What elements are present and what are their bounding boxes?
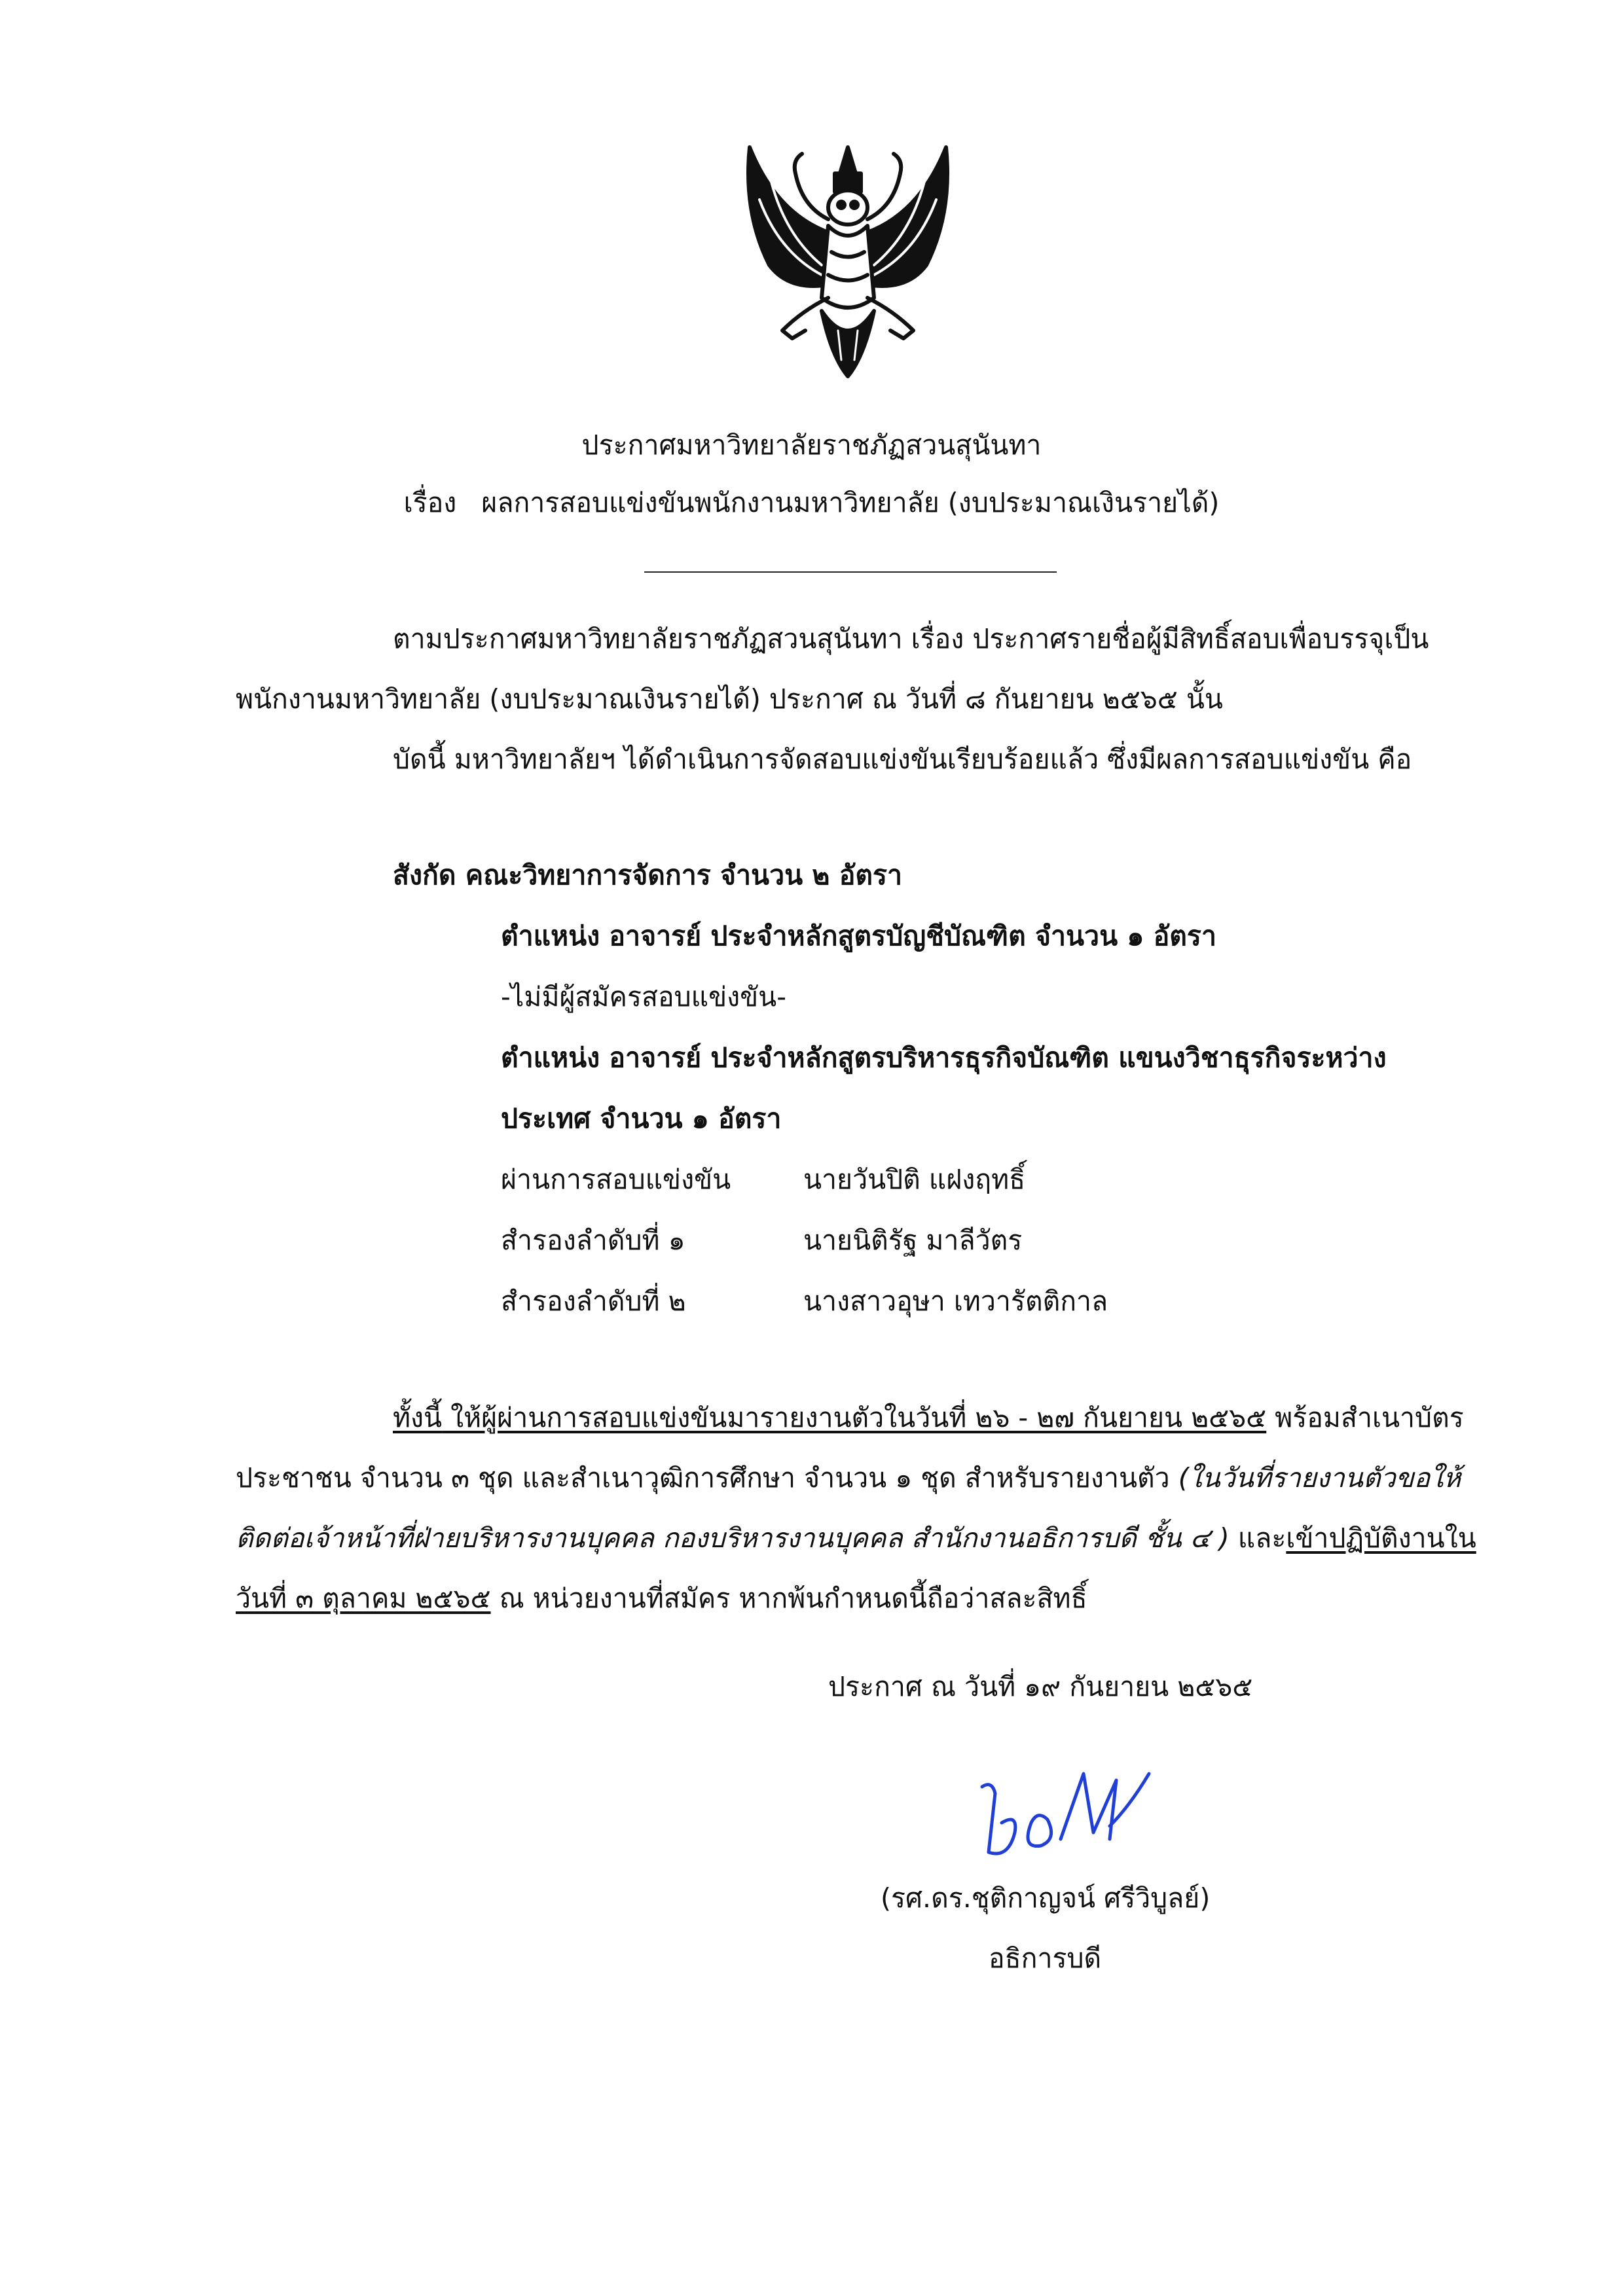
signer-title: อธิการบดี <box>989 1943 1102 1974</box>
result-label: สำรองลำดับที่ ๒ <box>501 1285 686 1317</box>
result-label: ผ่านการสอบแข่งขัน <box>501 1164 731 1195</box>
announce-date: ประกาศ ณ วันที่ ๑๙ กันยายน ๒๕๖๕ <box>828 1671 1253 1702</box>
result-name: นายนิติรัฐ มาลีวัตร <box>803 1225 1023 1256</box>
position-1-note: -ไม่มีผู้สมัครสอบแข่งขัน- <box>501 981 786 1013</box>
position-2-line-1: ตำแหน่ง อาจารย์ ประจำหลักสูตรบริหารธุรกิจบัณฑิต แขนงวิชาธุรกิจระหว่าง <box>501 1042 1387 1073</box>
subject-text: ผลการสอบแข่งขันพนักงานมหาวิทยาลัย (งบประมาณเงินรายได้) <box>481 487 1220 518</box>
signer-name: (รศ.ดร.ชุติกาญจน์ ศรีวิบูลย์) <box>881 1882 1211 1914</box>
announcement-title: ประกาศมหาวิทยาลัยราชภัฏสวนสุนันทา <box>581 429 1042 461</box>
result-name: นายวันปิติ แฝงฤทธิ์ <box>803 1164 1026 1195</box>
closing-line-2: ประชาชน จำนวน ๓ ชุด และสำเนาวุฒิการศึกษา จำนวน ๑ ชุด สำหรับรายงานตัว (ในวันที่รายงานตัวขอให้ <box>236 1462 1461 1494</box>
closing-line-4: วันที่ ๓ ตุลาคม ๒๕๖๕ ณ หน่วยงานที่สมัคร หากพ้นกำหนดนี้ถือว่าสละสิทธิ์ <box>236 1583 1087 1614</box>
signature-image <box>969 1761 1159 1878</box>
title-divider <box>644 571 1057 573</box>
result-row <box>501 1280 686 1323</box>
unit-heading: สังกัด คณะวิทยาการจัดการ จำนวน ๒ อัตรา <box>393 859 902 891</box>
intro-line-2: พนักงานมหาวิทยาลัย (งบประมาณเงินรายได้) ประกาศ ณ วันที่ ๘ กันยายน ๒๕๖๕ นั้น <box>236 683 1223 715</box>
result-row <box>501 1158 731 1201</box>
intro-line-3: บัดนี้ มหาวิทยาลัยฯ ได้ดำเนินการจัดสอบแข่งขันเรียบร้อยแล้ว ซึ่งมีผลการสอบแข่งขัน คือ <box>393 744 1412 775</box>
result-name: นางสาวอุษา เทวารัตติกาล <box>803 1285 1108 1317</box>
closing-line-3: ติดต่อเจ้าหน้าที่ฝ่ายบริหารงานบุคคล กองบริหารงานบุคคล สำนักงานอธิการบดี ชั้น ๔ ) และเข้าปฏิบัติงานใน <box>236 1522 1476 1554</box>
closing-line-1: ทั้งนี้ ให้ผู้ผ่านการสอบแข่งขันมารายงานตัวในวันที่ ๒๖ - ๒๗ กันยายน ๒๕๖๕ พร้อมสำเนาบัตร <box>393 1402 1464 1433</box>
result-row <box>501 1219 685 1262</box>
position-1: ตำแหน่ง อาจารย์ ประจำหลักสูตรบัญชีบัณฑิต จำนวน ๑ อัตรา <box>501 920 1216 952</box>
result-label: สำรองลำดับที่ ๑ <box>501 1225 685 1256</box>
intro-line-1: ตามประกาศมหาวิทยาลัยราชภัฏสวนสุนันทา เรื่อง ประกาศรายชื่อผู้มีสิทธิ์สอบเพื่อบรรจุเป็น <box>393 623 1429 655</box>
position-2-line-2: ประเทศ จำนวน ๑ อัตรา <box>501 1103 782 1134</box>
garuda-emblem-icon <box>730 134 966 383</box>
announcement-subject <box>0 482 1623 524</box>
intro-paragraph <box>236 609 1480 789</box>
closing-paragraph <box>236 1388 1480 1628</box>
subject-label: เรื่อง <box>403 487 457 518</box>
